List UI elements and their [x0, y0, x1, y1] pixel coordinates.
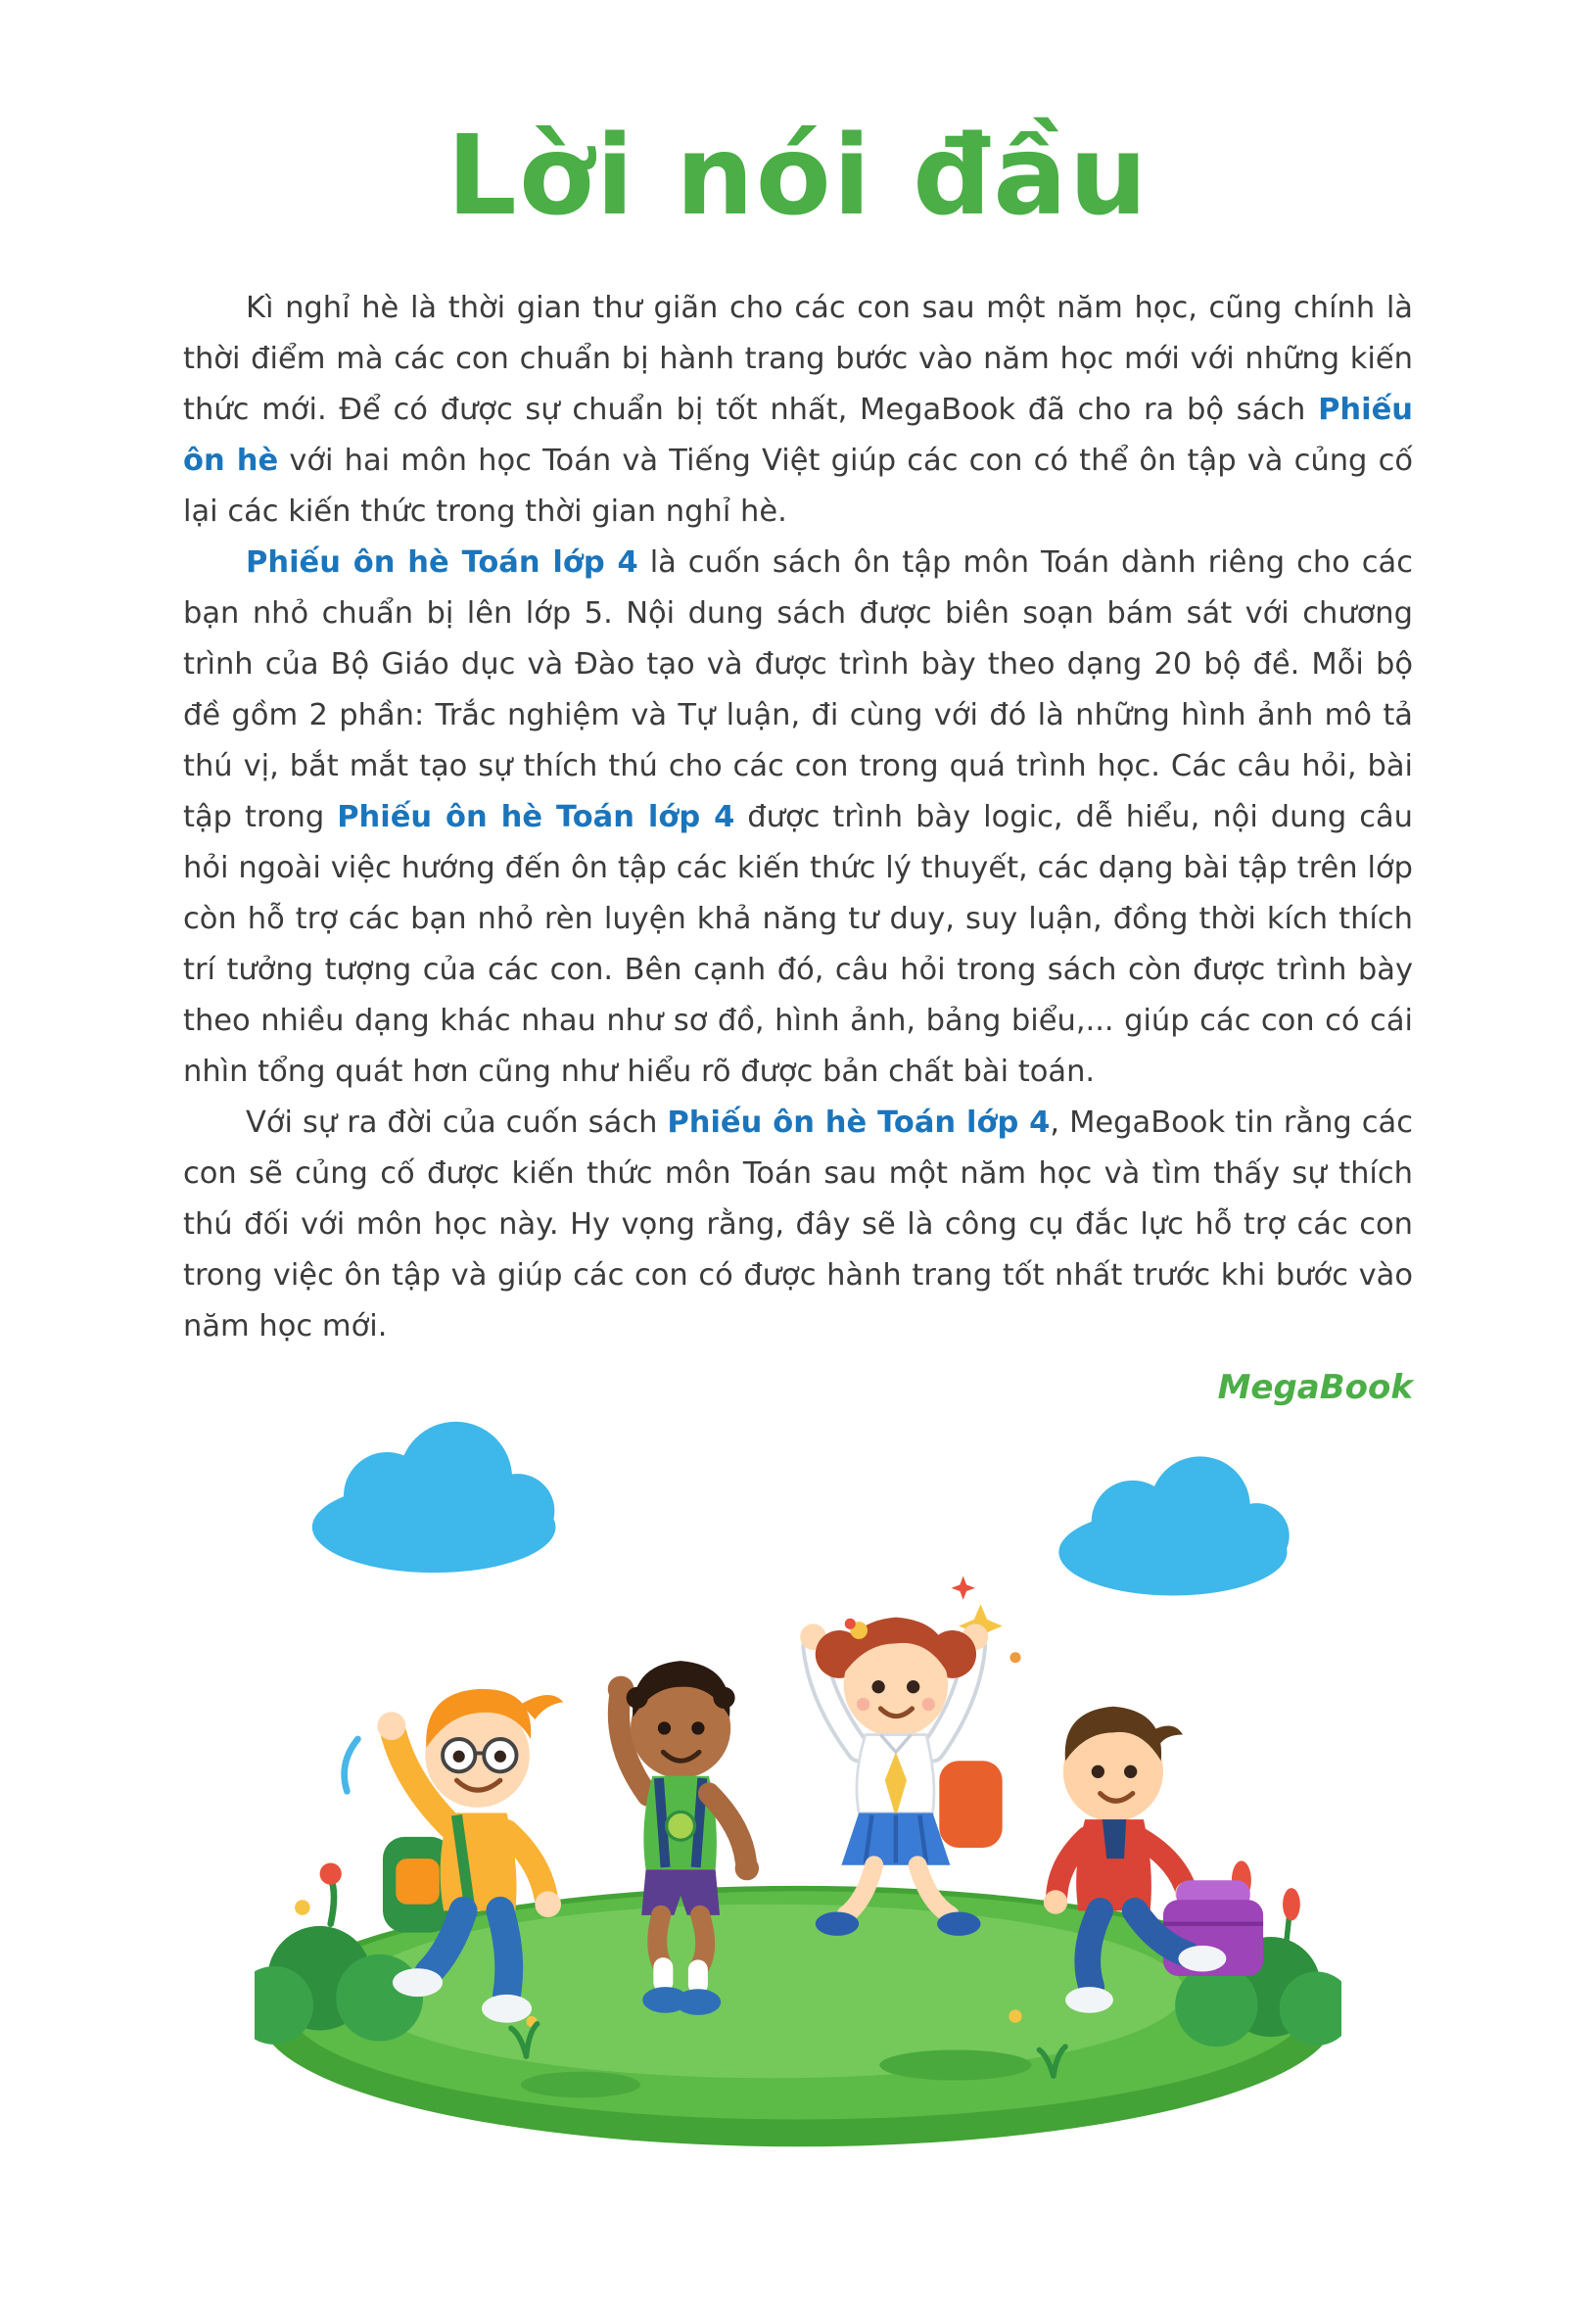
body-text: , MegaBook tin rằng các con sẽ củng cố được kiến thức môn Toán sau một năm học và tìm thấy sự thích thú đối với môn học này. Hy vọng rằng, đây sẽ là công cụ đắc lực hỗ trợ các con trong việc ôn tập và giúp các con có được hành trang tốt nhất trước khi bước vào năm học mới. — [183, 1106, 1413, 1344]
body-paragraphs — [183, 283, 1413, 1352]
highlighted-text: Phiếu ôn hè Toán lớp 4 — [667, 1106, 1051, 1141]
paragraph — [183, 1098, 1413, 1352]
highlighted-text: Phiếu ôn hè — [183, 393, 1413, 479]
highlighted-text: Phiếu ôn hè Toán lớp 4 — [337, 800, 735, 835]
page-title: Lời nói đầu — [446, 113, 1150, 240]
body-text: được trình bày logic, dễ hiểu, nội dung câu hỏi ngoài việc hướng đến ôn tập các kiến thức lý thuyết, các dạng bài tập trên lớp còn hỗ trợ các bạn nhỏ rèn luyện khả năng tư duy, suy luận, đồng thời kích thích trí tưởng tượng của các con. Bên cạnh đó, câu hỏi trong sách còn được trình bày theo nhiều dạng khác nhau như sơ đồ, hình ảnh, bảng biểu,... giúp các con có cái nhìn tổng quát hơn cũng như hiểu rõ được bản chất bài toán. — [183, 800, 1413, 1090]
highlighted-text: Phiếu ôn hè Toán lớp 4 — [246, 545, 638, 581]
cloud-left-icon — [312, 1422, 556, 1573]
cloud-right-icon — [1058, 1457, 1289, 1596]
body-text: là cuốn sách ôn tập môn Toán dành riêng cho các bạn nhỏ chuẩn bị lên lớp 5. Nội dung sách được biên soạn bám sát với chương trình của Bộ Giáo dục và Đào tạo và được trình bày theo dạng 20 bộ đề. Mỗi bộ đề gồm 2 phần: Trắc nghiệm và Tự luận, đi cùng với đó là những hình ảnh mô tả thú vị, bắt mắt tạo sự thích thú cho các con trong quá trình học. Các câu hỏi, bài tập trong — [183, 545, 1413, 835]
body-text: Kì nghỉ hè là thời gian thư giãn cho các con sau một năm học, cũng chính là thời điểm mà các con chuẩn bị hành trang bước vào năm học mới với những kiến thức mới. Để có được sự chuẩn bị tốt nhất, MegaBook đã cho ra bộ sách — [183, 291, 1413, 428]
children-jumping-illustration — [255, 1413, 1341, 2152]
illustration-container — [0, 1413, 1596, 2152]
signature: MegaBook — [1217, 1368, 1413, 1408]
paragraph — [183, 538, 1413, 1098]
body-text: với hai môn học Toán và Tiếng Việt giúp các con có thể ôn tập và củng cố lại các kiến thức trong thời gian nghỉ hè. — [183, 444, 1413, 530]
paragraph — [183, 283, 1413, 538]
body-text: Với sự ra đời của cuốn sách — [246, 1106, 668, 1141]
child-girl — [800, 1577, 1020, 1936]
